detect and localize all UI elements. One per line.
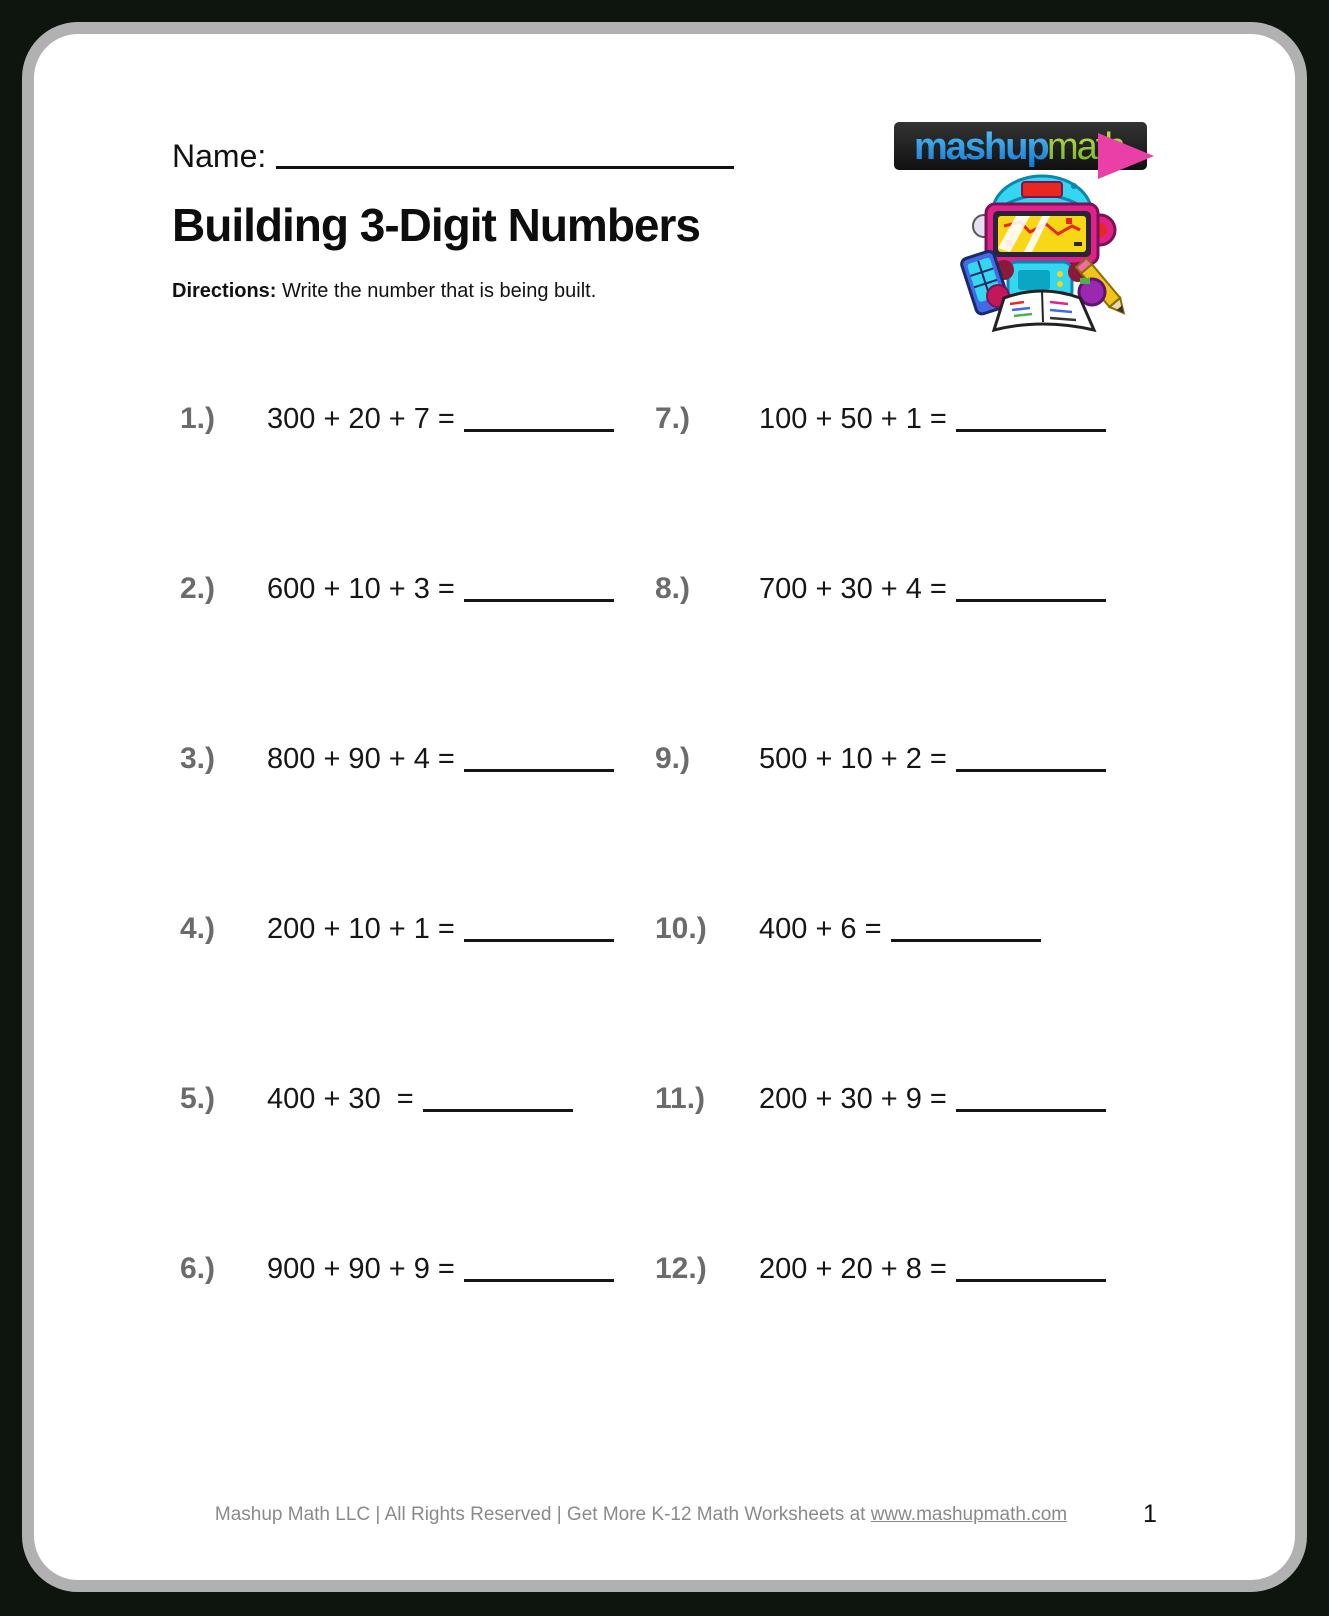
- problem-6: [180, 1252, 614, 1286]
- answer-blank: [464, 599, 614, 602]
- svg-text:math: math: [1047, 126, 1124, 168]
- page-number: 1: [1143, 1500, 1157, 1528]
- problem-7: [655, 402, 1106, 436]
- problem-expression: 600 + 10 + 3 =: [267, 573, 455, 605]
- problem-1: [180, 402, 614, 436]
- name-row: [172, 138, 734, 175]
- name-blank-line: [276, 166, 734, 169]
- problem-12: [655, 1252, 1106, 1286]
- problem-expression: 700 + 30 + 4 =: [759, 573, 947, 605]
- problem-11: [655, 1082, 1106, 1116]
- problem-expression: 500 + 10 + 2 =: [759, 743, 947, 775]
- problem-expression: 900 + 90 + 9 =: [267, 1253, 455, 1285]
- problem-number: 9.): [655, 742, 691, 775]
- problem-expression: 400 + 30 =: [267, 1083, 414, 1115]
- problem-expression: 400 + 6 =: [759, 913, 882, 945]
- problem-number: 10.): [655, 912, 707, 945]
- problem-number: 12.): [655, 1252, 707, 1285]
- problem-expression: 200 + 30 + 9 =: [759, 1083, 947, 1115]
- robot-illustration: [946, 170, 1138, 336]
- problem-9: [655, 742, 1106, 776]
- problem-4: [180, 912, 614, 946]
- problem-number: 6.): [180, 1252, 216, 1285]
- problem-number: 3.): [180, 742, 216, 775]
- answer-blank: [956, 1109, 1106, 1112]
- problem-expression: 300 + 20 + 7 =: [267, 403, 455, 435]
- problem-2: [180, 572, 614, 606]
- problem-8: [655, 572, 1106, 606]
- answer-blank: [464, 939, 614, 942]
- problem-10: [655, 912, 1041, 946]
- answer-blank: [464, 429, 614, 432]
- problem-expression: 200 + 20 + 8 =: [759, 1253, 947, 1285]
- directions: [172, 280, 596, 303]
- answer-blank: [423, 1109, 573, 1112]
- answer-blank: [464, 1279, 614, 1282]
- worksheet-page: [22, 22, 1307, 1592]
- problem-expression: 800 + 90 + 4 =: [267, 743, 455, 775]
- problem-number: 11.): [655, 1082, 706, 1115]
- problem-3: [180, 742, 614, 776]
- problem-number: 1.): [180, 402, 216, 435]
- problem-number: 8.): [655, 572, 691, 605]
- svg-text:mashup: mashup: [914, 126, 1048, 168]
- footer: [34, 1504, 1248, 1526]
- directions-text: Write the number that is being built.: [276, 280, 597, 302]
- problem-number: 4.): [180, 912, 216, 945]
- answer-blank: [956, 599, 1106, 602]
- problem-expression: 200 + 10 + 1 =: [267, 913, 455, 945]
- answer-blank: [956, 1279, 1106, 1282]
- answer-blank: [464, 769, 614, 772]
- problem-number: 5.): [180, 1082, 216, 1115]
- footer-link[interactable]: www.mashupmath.com: [870, 1504, 1068, 1525]
- problem-expression: 100 + 50 + 1 =: [759, 403, 947, 435]
- page-title: Building 3-Digit Numbers: [172, 199, 700, 251]
- answer-blank: [956, 769, 1106, 772]
- answer-blank: [956, 429, 1106, 432]
- problem-number: 2.): [180, 572, 216, 605]
- directions-label: Directions:: [172, 280, 277, 302]
- answer-blank: [891, 939, 1041, 942]
- footer-text: Mashup Math LLC | All Rights Reserved | Get More K-12 Math Worksheets at: [214, 1504, 871, 1525]
- problem-number: 7.): [655, 402, 691, 435]
- name-label: Name:: [172, 138, 267, 174]
- problem-5: [180, 1082, 573, 1116]
